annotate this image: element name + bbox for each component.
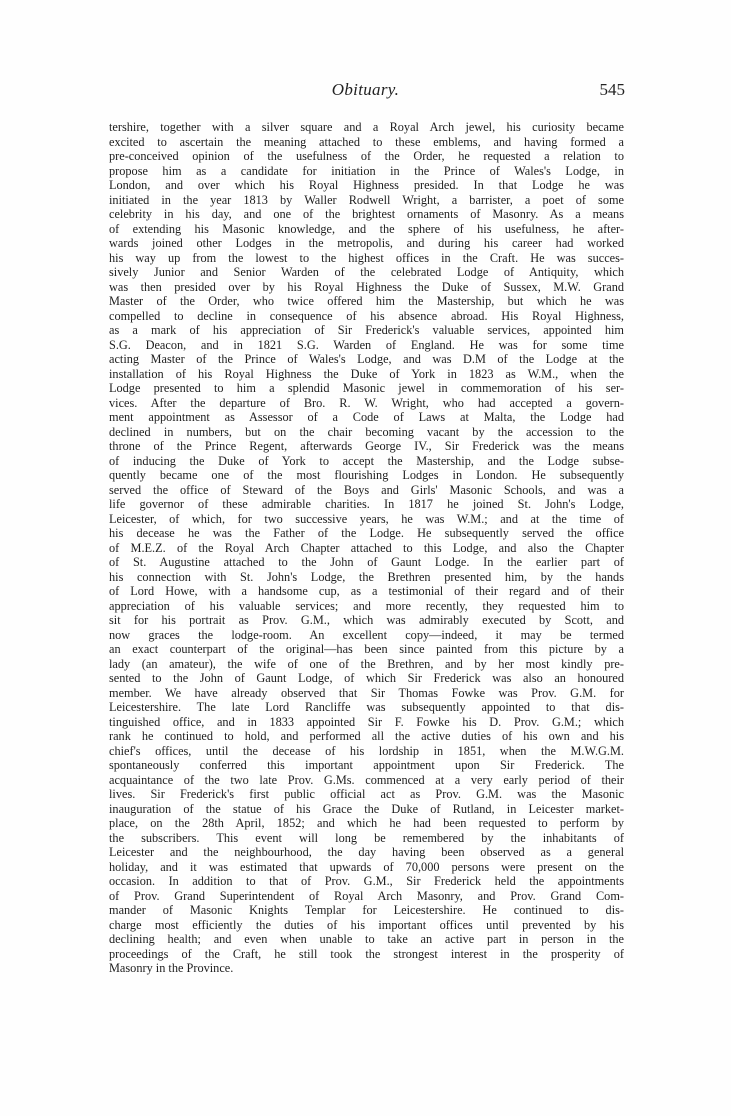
text-line: the subscribers. This event will long be remembered by the inhabitants of	[109, 830, 624, 845]
running-title: Obituary.	[331, 80, 400, 99]
text-line: acting Master of the Prince of Wales's Lodge, and was D.M of the Lodge at the	[109, 352, 624, 366]
text-line: an exact counterpart of the original—has been since painted from this picture by a	[109, 642, 624, 656]
text-line: propose him as a candidate for initiation in the Prince of Wales's Lodge, in	[109, 163, 624, 178]
text-line: Leicester, of which, for two successive years, he was W.M.; and at the time of	[109, 511, 624, 526]
text-line: lives. Sir Frederick's first public official act as Prov. G.M. was the Masonic	[109, 787, 624, 801]
text-line: celebrity in his day, and one of the brightest ornaments of Masonry. As a means	[109, 207, 624, 221]
text-line: of Lord Howe, with a handsome cup, as a testimonial of their regard and of their	[109, 584, 624, 598]
text-line: his way up from the lowest to the highest offices in the Craft. He was succes-	[109, 250, 624, 265]
text-line: initiated in the year 1813 by Waller Rodwell Wright, a barrister, a poet of some	[109, 192, 624, 207]
text-line: tershire, together with a silver square and a Royal Arch jewel, his curiosity became	[109, 120, 624, 134]
text-line: served the office of Steward of the Boys and Girls' Masonic Schools, and was a	[109, 482, 624, 497]
text-line: pre-conceived opinion of the usefulness of the Order, he requested a relation to	[109, 149, 624, 163]
text-line: declined in numbers, but on the chair becoming vacant by the accession to the	[109, 424, 624, 439]
text-line: excited to ascertain the meaning attached to these emblems, and having formed a	[109, 134, 624, 149]
text-line: appreciation of his valuable services; and more recently, they requested him to	[109, 598, 624, 613]
text-line: as a mark of his appreciation of Sir Frederick's valuable services, appointed him	[109, 323, 624, 337]
text-line: S.G. Deacon, and in 1821 S.G. Warden of England. He was for some time	[109, 337, 624, 352]
text-line: sively Junior and Senior Warden of the celebrated Lodge of Antiquity, which	[109, 265, 624, 279]
page-number: 545	[599, 80, 625, 99]
text-line: now graces the lodge-room. An excellent copy—indeed, it may be termed	[109, 627, 624, 642]
text-line: rank he continued to hold, and performed all the active duties of his own and his	[109, 729, 624, 743]
text-line: throne of the Prince Regent, afterwards George IV., Sir Frederick was the means	[109, 439, 624, 453]
text-line: Leicestershire. The late Lord Rancliffe was subsequently appointed to that dis-	[109, 700, 624, 714]
text-line: chief's offices, until the decease of his lordship in 1851, when the M.W.G.M.	[109, 743, 624, 758]
text-line: installation of his Royal Highness the Duke of York in 1823 as W.M., when the	[109, 366, 624, 381]
text-line: of Prov. Grand Superintendent of Royal Arch Masonry, and Prov. Grand Com-	[109, 888, 624, 903]
text-line: ment appointment as Assessor of a Code of Laws at Malta, the Lodge had	[109, 410, 624, 424]
text-line: proceedings of the Craft, he still took the strongest interest in the prosperity of	[109, 946, 624, 961]
text-line: holiday, and it was estimated that upwards of 70,000 persons were present on the	[109, 859, 624, 874]
text-line: quently became one of the most flourishing Lodges in London. He subsequently	[109, 468, 624, 482]
text-line: of extending his Masonic knowledge, and the sphere of his usefulness, he after-	[109, 221, 624, 236]
text-line: London, and over which his Royal Highness presided. In that Lodge he was	[109, 178, 624, 192]
text-line: sit for his portrait as Prov. G.M., which was admirably executed by Scott, and	[109, 613, 624, 627]
text-line: acquaintance of the two late Prov. G.Ms. commenced at a very early period of their	[109, 772, 624, 787]
text-line: compelled to decline in consequence of his absence abroad. His Royal Highness,	[109, 308, 624, 323]
text-line: declining health; and even when unable to take an active part in person in the	[109, 932, 624, 946]
text-line: lady (an amateur), the wife of one of the Brethren, and by her most kindly pre-	[109, 656, 624, 671]
text-line: of M.E.Z. of the Royal Arch Chapter attached to this Lodge, and also the Chapter	[109, 540, 624, 555]
text-line: tinguished office, and in 1833 appointed Sir F. Fowke his D. Prov. G.M.; which	[109, 714, 624, 729]
text-line: wards joined other Lodges in the metropolis, and during his career had worked	[109, 236, 624, 250]
text-line: Lodge presented to him a splendid Masonic jewel in commemoration of his ser-	[109, 381, 624, 395]
text-line: of St. Augustine attached to the John of Gaunt Lodge. In the earlier part of	[109, 555, 624, 569]
text-line: charge most efficiently the duties of his important offices until prevented by his	[109, 917, 624, 932]
text-line: mander of Masonic Knights Templar for Leicestershire. He continued to dis-	[109, 903, 624, 917]
text-line: Leicester and the neighbourhood, the day having been observed as a general	[109, 845, 624, 859]
text-line: Master of the Order, who twice offered him the Mastership, but which he was	[109, 294, 624, 308]
article-body	[109, 120, 624, 976]
running-header	[0, 80, 731, 104]
text-line: member. We have already observed that Sir Thomas Fowke was Prov. G.M. for	[109, 685, 624, 700]
text-line: of inducing the Duke of York to accept the Mastership, and the Lodge subse-	[109, 453, 624, 468]
text-line: inauguration of the statue of his Grace the Duke of Rutland, in Leicester market-	[109, 801, 624, 816]
text-line: sented to the John of Gaunt Lodge, of which Sir Frederick was also an honoured	[109, 671, 624, 685]
text-line: occasion. In addition to that of Prov. G.M., Sir Frederick held the appointments	[109, 874, 624, 888]
text-line: Masonry in the Province.	[109, 961, 234, 975]
text-line: vices. After the departure of Bro. R. W. Wright, who had accepted a govern-	[109, 395, 624, 410]
text-line: spontaneously conferred this important appointment upon Sir Frederick. The	[109, 758, 624, 772]
text-line: his decease he was the Father of the Lodge. He subsequently served the office	[109, 526, 624, 540]
text-line: his connection with St. John's Lodge, the Brethren presented him, by the hands	[109, 569, 624, 584]
text-line: place, on the 28th April, 1852; and which he had been requested to perform by	[109, 816, 624, 830]
text-line: was then presided over by his Royal Highness the Duke of Sussex, M.W. Grand	[109, 279, 624, 294]
text-line: life governor of these admirable charities. In 1817 he joined St. John's Lodge,	[109, 497, 624, 511]
